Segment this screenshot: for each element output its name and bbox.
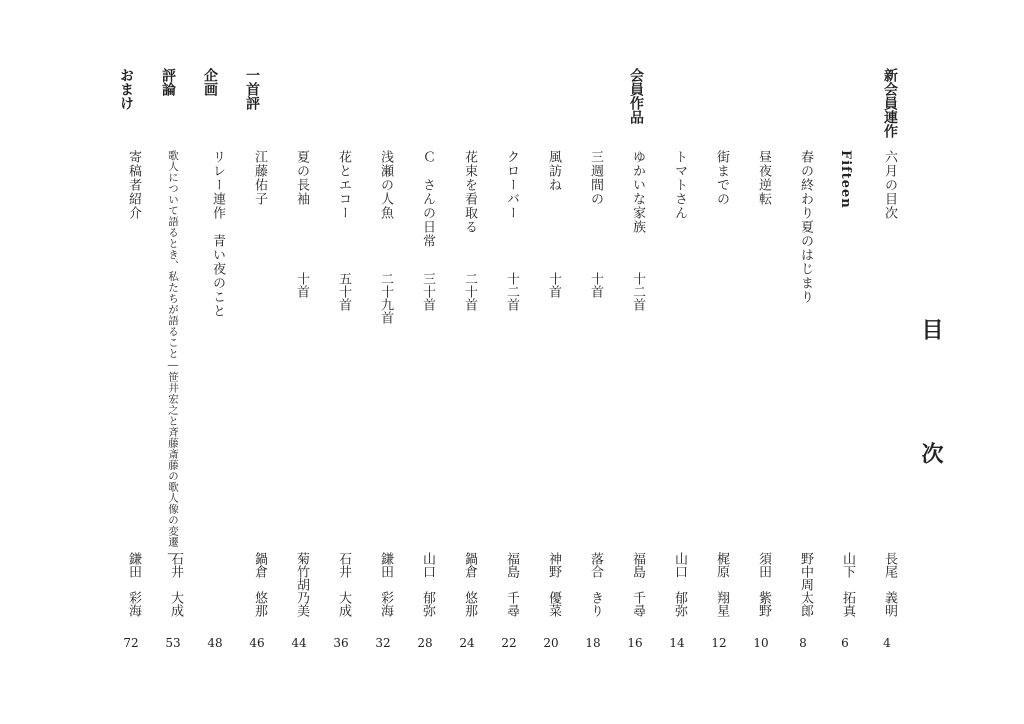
toc-entry-title[interactable]: 花とエコー [336, 150, 351, 220]
toc-entry-title[interactable]: 六月の目次 [882, 150, 897, 220]
toc-entry-page-number: 20 [543, 636, 559, 650]
toc-entry-title[interactable]: クローバー [504, 150, 519, 220]
toc-entry-author: 鍋倉 悠那 [252, 552, 267, 617]
toc-entry-count: 十二首 [630, 272, 645, 311]
toc-entry-title[interactable]: 昼夜逆転 [756, 150, 771, 206]
toc-entry-page-number: 16 [627, 636, 643, 650]
toc-entry-title[interactable]: 歌人について語るとき、私たちが語ること―笹井宏之と斉藤斎藤の歌人像の変遷― [167, 150, 179, 560]
toc-entry-page-number: 10 [753, 636, 769, 650]
toc-entry-author: 山口 郁弥 [672, 552, 687, 617]
toc-entry-title[interactable]: 江藤佑子 [252, 150, 267, 206]
section-label-ichishu: 一首評 [244, 68, 260, 110]
section-label-omake: おまけ [118, 68, 134, 110]
toc-entry-page-number: 12 [711, 636, 727, 650]
toc-entry-page-number: 46 [249, 636, 265, 650]
toc-entry-count: 五十首 [336, 272, 351, 311]
toc-entry-count: 二十九首 [378, 272, 393, 324]
toc-entry-author: 山口 郁弥 [420, 552, 435, 617]
toc-entry-title[interactable]: 寄稿者紹介 [126, 150, 141, 220]
toc-entry-page-number: 6 [841, 636, 849, 650]
section-label-kaiin: 会員作品 [628, 68, 644, 124]
toc-entry-page-number: 8 [799, 636, 807, 650]
toc-entry-title[interactable]: 浅瀬の人魚 [378, 150, 393, 220]
toc-entry-author: 鍋倉 悠那 [462, 552, 477, 617]
toc-entry-title[interactable]: 春の終わり夏のはじまり [798, 150, 813, 304]
toc-entry-title[interactable]: Ｃ さんの日常 [420, 150, 435, 248]
toc-entry-page-number: 18 [585, 636, 601, 650]
toc-entry-count: 二十首 [462, 272, 477, 311]
toc-entry-author: 長尾 義明 [882, 552, 897, 617]
toc-entry-page-number: 28 [417, 636, 433, 650]
toc-entry-page-number: 72 [123, 636, 139, 650]
toc-entry-author: 野中周太郎 [798, 552, 813, 617]
toc-entry-title[interactable]: Fifteen [838, 150, 853, 209]
toc-entry-count: 三十首 [420, 272, 435, 311]
toc-entry-author: 鎌田 彩海 [126, 552, 141, 617]
toc-entry-author: 落合 きり [588, 552, 603, 617]
toc-entry-author: 神野 優菜 [546, 552, 561, 617]
toc-entry-count: 十首 [588, 272, 603, 298]
toc-entry-author: 梶原 翔星 [714, 552, 729, 617]
toc-entry-page-number: 22 [501, 636, 517, 650]
toc-entry-title[interactable]: 風訪ね [546, 150, 561, 192]
toc-entry-page-number: 32 [375, 636, 391, 650]
toc-entry-author: 石井 大成 [336, 552, 351, 617]
toc-entry-page-number: 24 [459, 636, 475, 650]
section-label-kikaku: 企画 [202, 68, 218, 96]
toc-entry-author: 福島 千尋 [504, 552, 519, 617]
toc-entry-page-number: 53 [165, 636, 181, 650]
toc-entry-title[interactable]: 花束を看取る [462, 150, 477, 234]
toc-entry-title[interactable]: リレー連作 青い夜のこと [210, 150, 225, 318]
toc-entry-title[interactable]: 三週間の [588, 150, 603, 206]
toc-entry-page-number: 36 [333, 636, 349, 650]
toc-entry-author: 鎌田 彩海 [378, 552, 393, 617]
toc-entry-title[interactable]: 街までの [714, 150, 729, 206]
toc-entry-page-number: 44 [291, 636, 307, 650]
toc-entry-page-number: 48 [207, 636, 223, 650]
toc-entry-title[interactable]: 夏の長袖 [294, 150, 309, 206]
toc-entry-author: 石井 大成 [168, 552, 183, 617]
page-title: 目 次 [918, 318, 944, 504]
section-label-shinkaiin: 新会員連作 [882, 68, 898, 138]
toc-entry-page-number: 14 [669, 636, 685, 650]
toc-entry-author: 須田 紫野 [756, 552, 771, 617]
toc-entry-author: 菊竹胡乃美 [294, 552, 309, 617]
toc-entry-count: 十首 [546, 272, 561, 298]
toc-entry-title[interactable]: トマトさん [672, 150, 687, 220]
toc-entry-count: 十二首 [504, 272, 519, 311]
section-label-hyoron: 評論 [160, 68, 176, 96]
toc-entry-page-number: 4 [883, 636, 891, 650]
toc-entry-count: 十首 [294, 272, 309, 298]
toc-entry-author: 福島 千尋 [630, 552, 645, 617]
toc-entry-title[interactable]: ゆかいな家族 [630, 150, 645, 234]
toc-entry-author: 山下 拓真 [840, 552, 855, 617]
